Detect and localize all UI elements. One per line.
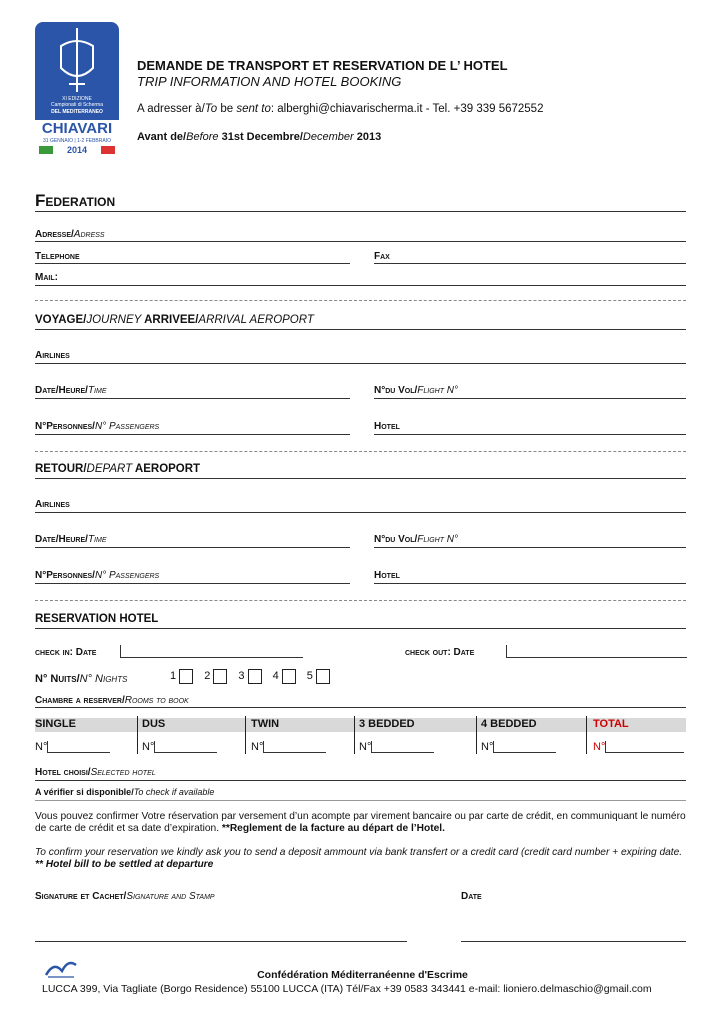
signature-fr: Signature et Cachet/ [35,891,127,902]
logo-city: CHIAVARI [41,120,113,137]
rooms-fr: Chambre a reserver/ [35,695,125,706]
night-option-5-checkbox[interactable] [316,669,330,684]
3bedded-count-field[interactable] [359,741,434,753]
title-fr: DEMANDE DE TRANSPORT ET RESERVATION DE L’ HOTEL [137,58,508,73]
room-type-twin: TWIN [251,718,280,730]
check-availability-note [35,787,214,797]
deadline-c: 31st Decembre/ [218,131,303,143]
telephone-label: Telephone [35,251,80,262]
signature-en: Signature and Stamp [126,891,215,902]
arrival-flight-en: Flight N° [417,385,459,396]
col-divider-1 [137,716,138,754]
arrival-title-b: JOURNEY [86,314,142,326]
departure-pax-label [35,570,159,581]
logo-year: 2014 [66,145,88,155]
total-count-field[interactable] [593,741,684,753]
night-option-3-checkbox[interactable] [248,669,262,684]
signature-date-label: Date [461,891,482,902]
col-divider-3 [354,716,355,754]
reservation-title: RESERVATION HOTEL [35,613,159,625]
col-divider-4 [476,716,477,754]
check-note-a: A vérifier si disponible/ [35,787,134,797]
arrival-hotel-label: Hotel [374,421,400,432]
federation-rule [35,211,686,212]
address-en: Adress [73,229,105,240]
arrival-title-a: VOYAGE/ [35,314,87,326]
arrival-title-c: ARRIVEE/ [141,314,199,326]
signature-date-field[interactable] [461,941,686,942]
arrival-pax-field[interactable] [35,434,350,435]
departure-pax-field[interactable] [35,583,350,584]
event-logo [35,22,119,162]
departure-flight-en: Flight N° [417,534,459,545]
room-type-dus: DUS [142,718,166,730]
night-option-4-checkbox[interactable] [282,669,296,684]
departure-pax-fr: N°Personnes/ [35,570,95,581]
night-option-2[interactable] [204,670,227,682]
rooms-en: Rooms to book [124,695,189,706]
departure-flight-field[interactable] [374,547,686,548]
night-option-1[interactable] [170,670,193,682]
departure-hotel-label: Hotel [374,570,400,581]
nights-fr: N° Nuits/ [35,673,80,685]
footer-address: LUCCA 399, Via Tagliate (Borgo Residence) 55100 LUCCA (ITA) Tél/Fax +39 0583 343441 e-mail: lioniero.delmaschio@gmail.com [42,983,652,995]
deadline-b: Before [186,131,219,143]
address-c: be [217,103,237,115]
night-option-2-checkbox[interactable] [213,669,227,684]
footer-org: Confédération Méditerranéenne d'Escrime [257,969,468,981]
arrival-date-field[interactable] [35,398,350,399]
arrival-airlines-label: Airlines [35,350,70,361]
nights-label [35,673,127,685]
departure-airlines-label: Airlines [35,499,70,510]
address-line [137,103,543,115]
departure-pax-en: N° Passengers [94,570,160,581]
paragraph-fr-text: Vous pouvez confirmer Votre réservation par versement d’un acompte par virement bancaire ou par carte de crédit, en communiquant le numéro de carte de crédit et sa date d’expiration. [35,811,686,834]
twin-count-prefix: N° [251,741,264,753]
separator-1 [35,300,686,301]
arrival-hotel-field[interactable] [374,434,686,435]
paragraph-en [35,847,686,871]
federation-address-label [35,229,105,240]
departure-title-b: DEPART [86,463,133,475]
night-option-5-label: 5 [306,670,313,683]
night-option-2-label: 2 [204,670,211,683]
selected-en: Selected hotel [90,767,156,778]
room-type-4bedded: 4 BEDDED [481,718,537,730]
departure-title-c: AEROPORT [132,463,201,475]
check-note-b: To check if available [133,787,215,797]
departure-airlines-field[interactable] [35,512,686,513]
fax-field[interactable] [374,263,686,264]
signature-label [35,891,215,902]
3bedded-count-prefix: N° [359,741,372,753]
selected-hotel-field[interactable] [35,780,686,781]
mail-label: Mail: [35,272,58,283]
address-fr: Adresse/ [35,229,74,240]
check-out-field[interactable] [506,645,687,658]
rooms-label [35,695,189,706]
note-rule [35,800,686,801]
separator-3 [35,600,686,601]
col-divider-2 [245,716,246,754]
check-in-field[interactable] [120,645,303,658]
arrival-date-fr: Date/Heure/ [35,385,88,396]
night-option-1-label: 1 [170,670,177,683]
room-type-single: SINGLE [35,718,76,730]
logo-edition: XI EDIZIONE [62,96,92,102]
address-d: sent to [236,103,271,115]
deadline-d: December [302,131,354,143]
night-option-3-label: 3 [238,670,245,683]
fax-label: Fax [374,251,390,262]
address-b: To [204,103,218,115]
departure-date-field[interactable] [35,547,350,548]
selected-fr: Hotel choisi/ [35,767,91,778]
paragraph-en-bold: ** Hotel bill to be settled at departure [35,859,214,870]
address-e: : alberghi@chiavarischerma.it - Tel. +39 339 5672552 [270,103,544,115]
paragraph-fr [35,811,686,835]
night-option-4[interactable] [273,670,296,682]
rooms-rule [35,707,686,708]
departure-title-a: RETOUR/ [35,463,87,475]
departure-flight-label [374,534,458,545]
departure-date-label [35,534,107,545]
arrival-date-en: Time [87,385,107,396]
arrival-title [35,314,314,326]
reservation-rule [35,628,686,629]
departure-rule [35,478,686,479]
night-option-5[interactable] [307,670,330,682]
selected-hotel-label [35,767,156,778]
4bedded-count-field[interactable] [481,741,556,753]
arrival-airlines-field[interactable] [35,363,686,364]
departure-title [35,463,200,475]
single-count-prefix: N° [35,741,48,753]
single-count-field[interactable] [35,741,110,753]
title-en: TRIP INFORMATION AND HOTEL BOOKING [137,74,402,89]
arrival-flight-fr: N°du Vol/ [374,385,418,396]
separator-2 [35,451,686,452]
arrival-pax-fr: N°Personnes/ [35,421,95,432]
signature-field[interactable] [35,941,407,942]
col-divider-5 [586,716,587,754]
nights-en: N° Nights [79,673,128,685]
room-type-3bedded: 3 BEDDED [359,718,415,730]
paragraph-fr-bold: **Reglement de la facture au départ de l’Hotel. [221,823,445,834]
mail-field[interactable] [35,285,686,286]
departure-date-fr: Date/Heure/ [35,534,88,545]
check-out-label: check out: Date [405,647,475,658]
logo-line1: Campionati di Scherma [51,102,103,108]
check-in-label: check in: Date [35,647,97,658]
dus-count-prefix: N° [142,741,155,753]
address-a: A adresser à/ [137,103,205,115]
twin-count-field[interactable] [251,741,326,753]
arrival-flight-field[interactable] [374,398,686,399]
arrival-pax-label [35,421,159,432]
deadline-line [137,131,381,143]
arrival-date-label [35,385,107,396]
logo-dates: 31 GENNAIO | 1-2 FEBBRAIO [43,138,111,144]
departure-flight-fr: N°du Vol/ [374,534,418,545]
nights-options [170,669,330,684]
dus-count-field[interactable] [142,741,217,753]
arrival-pax-en: N° Passengers [94,421,160,432]
paragraph-en-text: To confirm your reservation we kindly ask you to send a deposit ammount via bank transfert or a credit card (credit card number + expiring date. [35,847,683,858]
night-option-3[interactable] [238,670,261,682]
fencer-mask-icon [47,26,107,96]
arrival-title-d: ARRIVAL AEROPORT [198,314,314,326]
telephone-field[interactable] [35,263,350,264]
deadline-e: 2013 [353,131,382,143]
arrival-rule [35,329,686,330]
room-type-total: TOTAL [593,718,629,730]
federation-title: Federation [35,191,116,210]
departure-hotel-field[interactable] [374,583,686,584]
total-count-prefix: N° [593,741,606,753]
night-option-4-label: 4 [272,670,279,683]
deadline-a: Avant de/ [137,131,187,143]
arrival-flight-label [374,385,458,396]
departure-date-en: Time [87,534,107,545]
federation-address-field[interactable] [35,241,686,242]
4bedded-count-prefix: N° [481,741,494,753]
logo-line2: DEL MEDITERRANEO [51,109,103,115]
night-option-1-checkbox[interactable] [179,669,193,684]
